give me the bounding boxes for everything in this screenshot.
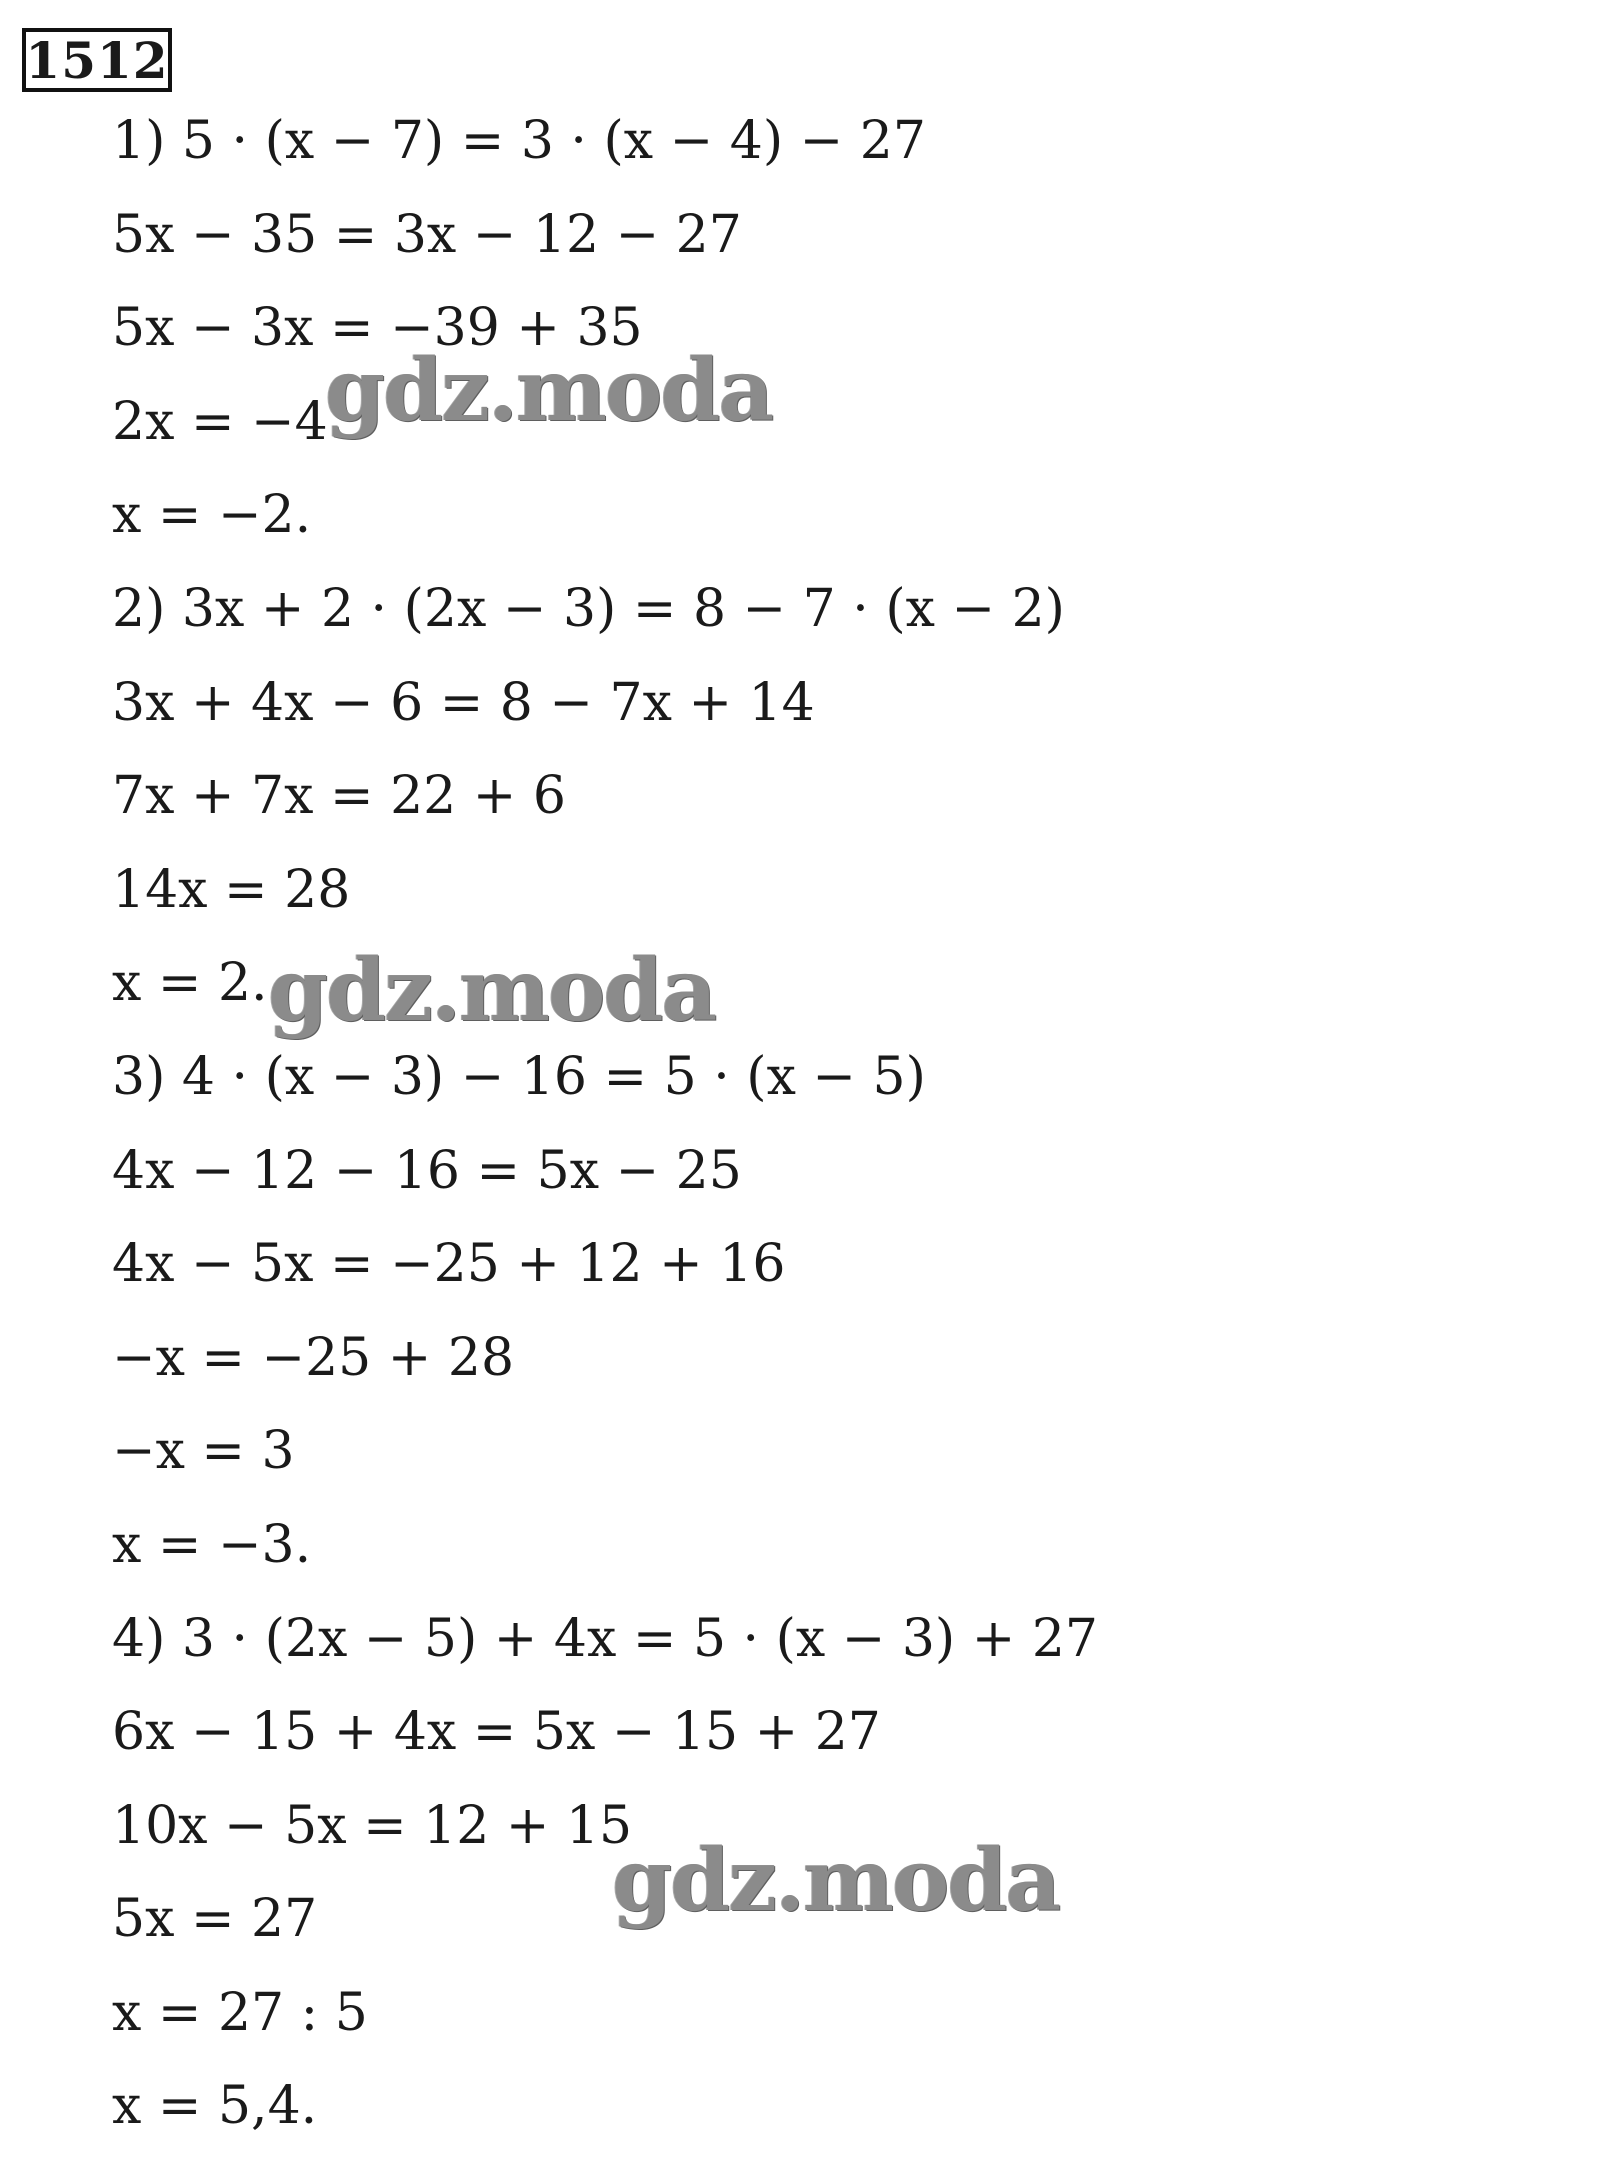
equation-line: 2x = −4 (112, 391, 328, 452)
equation-line: 3x + 4x − 6 = 8 − 7x + 14 (112, 672, 815, 733)
equation-line: 10x − 5x = 12 + 15 (112, 1795, 633, 1856)
equation-line: x = 5,4. (112, 2076, 318, 2137)
equation-line: 6x − 15 + 4x = 5x − 15 + 27 (112, 1702, 881, 1763)
equation-line: 4) 3 · (2x − 5) + 4x = 5 · (x − 3) + 27 (112, 1608, 1099, 1669)
task-number: 1512 (25, 30, 169, 90)
equation-line: −x = −25 + 28 (112, 1327, 515, 1388)
watermark: gdz.moda (612, 1830, 1060, 1931)
equation-line: x = 27 : 5 (112, 1982, 368, 2043)
equation-line: 3) 4 · (x − 3) − 16 = 5 · (x − 5) (112, 1046, 926, 1107)
equation-line: 4x − 5x = −25 + 12 + 16 (112, 1234, 786, 1295)
equation-line: 5x = 27 (112, 1889, 318, 1950)
equation-line: x = −2. (112, 485, 312, 546)
equation-line: −x = 3 (112, 1421, 295, 1482)
watermark: gdz.moda (268, 940, 716, 1041)
watermark: gdz.moda (325, 340, 773, 441)
equation-line: 5x − 3x = −39 + 35 (112, 298, 643, 359)
equation-line: 1) 5 · (x − 7) = 3 · (x − 4) − 27 (112, 111, 926, 171)
equation-line: 14x = 28 (112, 859, 351, 920)
equation-line: x = −3. (112, 1514, 312, 1575)
equation-line: x = 2. (112, 953, 268, 1014)
equation-line: 7x + 7x = 22 + 6 (112, 766, 566, 827)
task-number-box (22, 28, 172, 92)
equation-line: 4x − 12 − 16 = 5x − 25 (112, 1140, 742, 1201)
equation-line: 5x − 35 = 3x − 12 − 27 (112, 204, 742, 265)
equation-line: 2) 3x + 2 · (2x − 3) = 8 − 7 · (x − 2) (112, 578, 1065, 639)
